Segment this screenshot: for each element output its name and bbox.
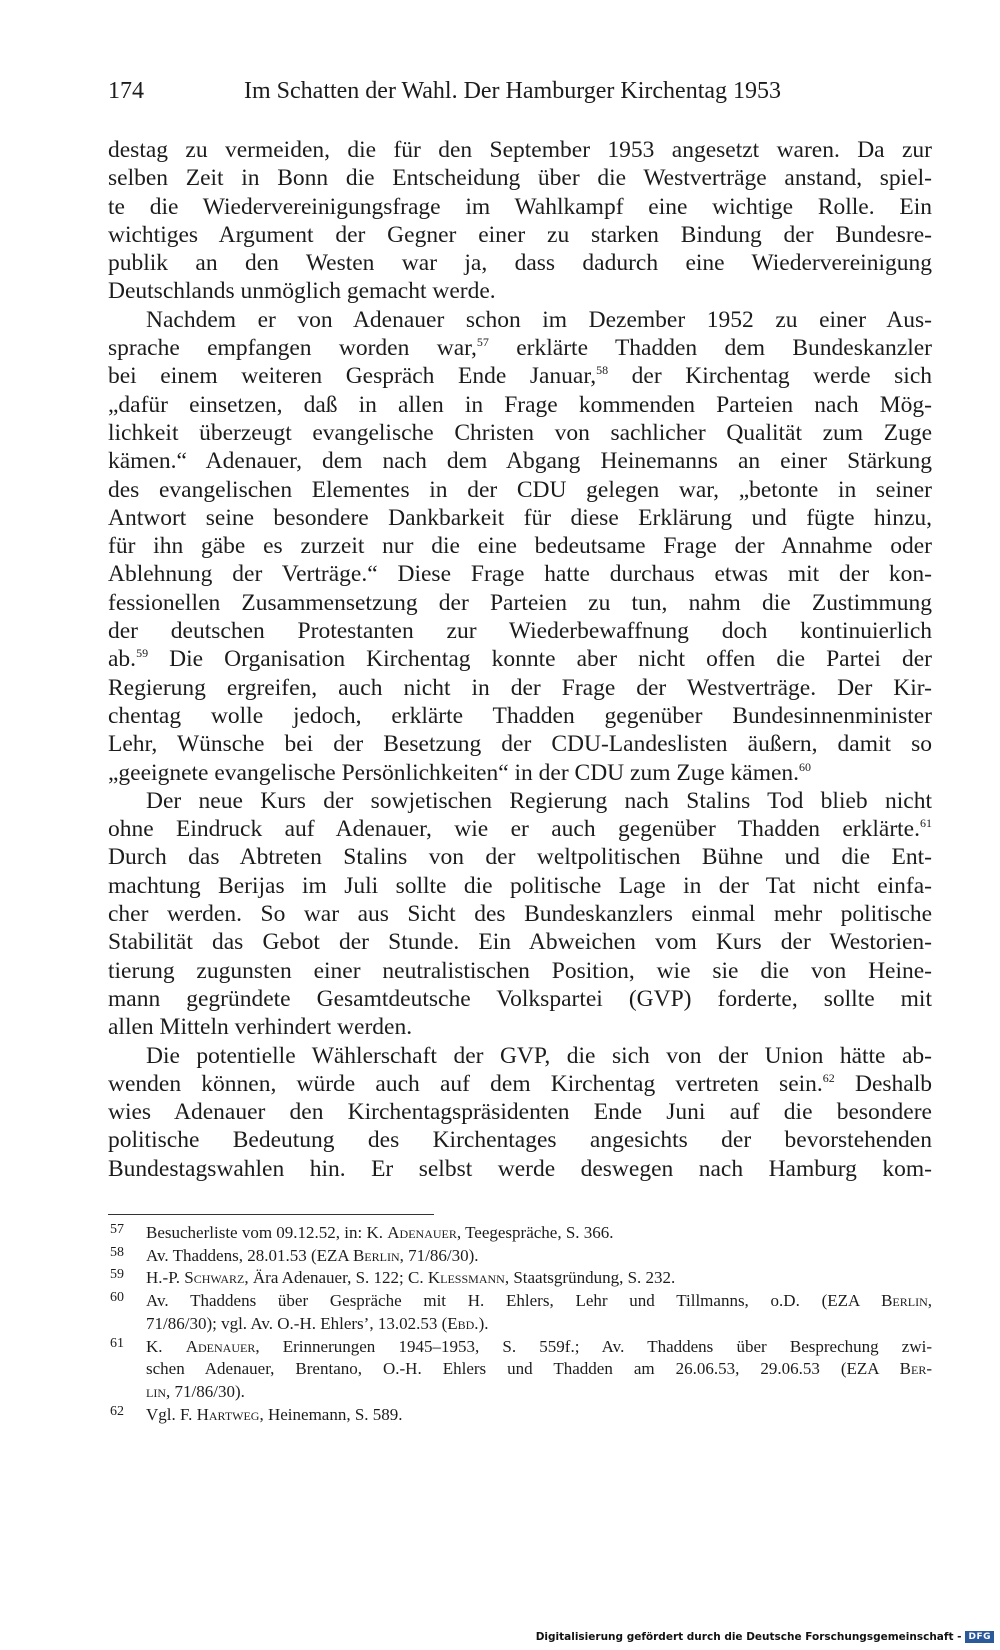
text-run: Besucherliste vom 09.12.52, in: K.: [146, 1223, 388, 1242]
footnote-number: 57: [110, 1222, 124, 1237]
author-name: Klessmann: [427, 1268, 505, 1288]
text-line: [108, 815, 932, 843]
text-run: H.-P.: [146, 1268, 185, 1288]
text-run: wenden können, würde auch auf dem Kirchentag vertreten sein.: [108, 1070, 823, 1097]
text-run: , Erinnerungen 1945–1953, S. 559f.; Av. Thaddens über Besprechung zwi-: [255, 1336, 933, 1356]
text-run: „geeignete evangelische Persönlichkeiten“ in der CDU zum Zuge kämen.: [108, 759, 800, 786]
footnote-ref-57: 57: [476, 335, 489, 350]
dfg-logo: DFG: [965, 1631, 994, 1643]
footnote-number: 61: [110, 1335, 124, 1351]
text-run: ab.: [108, 646, 137, 673]
text-run: bei einem weiteren Gespräch Ende Januar,: [108, 363, 597, 390]
archive-name: Berlin: [352, 1245, 400, 1265]
text-line: tierung zugunsten einer neutralistischen Position, wie sie die von Heine-: [108, 957, 932, 984]
page-number: 174: [108, 78, 144, 104]
text-line: te die Wiedervereinigungsfrage im Wahlkampf eine wichtige Rolle. Ein: [108, 193, 932, 220]
footnote-line: [146, 1290, 932, 1313]
archive-name: lin: [146, 1381, 166, 1401]
text-line: selben Zeit in Bonn die Entscheidung über die Westverträge anstand, spiel-: [108, 165, 932, 192]
text-run: ,: [927, 1291, 932, 1311]
archive-name: Berlin: [881, 1291, 928, 1311]
text-run: , Staatsgründung, S. 232.: [504, 1268, 676, 1288]
text-run: , Ära Adenauer, S. 122; C.: [244, 1268, 428, 1288]
text-line: Durch das Abtreten Stalins von der weltpolitischen Bühne und die Ent-: [108, 844, 932, 871]
text-line: Deutschlands unmöglich gemacht werde.: [108, 278, 496, 305]
text-line: cher werden. So war aus Sicht des Bundeskanzlers einmal mehr politische: [108, 901, 932, 928]
footnote-line: [146, 1313, 932, 1336]
text-run: ohne Eindruck auf Adenauer, wie er auch gegenüber Thadden erklärte.: [108, 816, 920, 843]
footnote-separator: [108, 1214, 434, 1215]
paragraph-2: [108, 306, 932, 787]
text-line: [108, 759, 932, 787]
footnote-line: [146, 1336, 932, 1359]
footnote-line: [146, 1267, 932, 1290]
digitization-banner: [536, 1630, 994, 1644]
text-line: machtung Berijas im Juli sollte die politische Lage in der Tat nicht einfa-: [108, 872, 932, 899]
footnote-number: 59: [110, 1267, 124, 1283]
text-run: Vgl. F.: [146, 1404, 197, 1424]
text-run: , 71/86/30).: [399, 1245, 479, 1265]
text-line: chentag wolle jedoch, erklärte Thadden gegenüber Bundesinnenminister: [108, 702, 932, 729]
text-line: lichkeit überzeugt evangelische Christen von sachlicher Qualität zum Zuge: [108, 419, 932, 446]
text-run: ).: [478, 1313, 489, 1333]
footnote-ref-58: 58: [596, 363, 609, 378]
running-header: [108, 78, 932, 114]
paragraph-3: [108, 787, 932, 1042]
text-line: politische Bedeutung des Kirchentages angesichts der bevorstehenden: [108, 1127, 932, 1154]
banner-text: Digitalisierung gefördert durch die Deutsche Forschungsgemeinschaft -: [535, 1631, 962, 1643]
text-line: Lehr, Wünsche bei der Besetzung der CDU-Landeslisten äußern, damit so: [108, 731, 932, 758]
footnote-number: 60: [110, 1290, 124, 1306]
text-line: Regierung ergreifen, auch nicht in der Frage der Westverträge. Der Kir-: [108, 674, 932, 701]
text-line: Nachdem er von Adenauer schon im Dezember 1952 zu einer Aus-: [146, 306, 932, 333]
author-name: Schwarz: [184, 1268, 245, 1288]
text-line: Antwort seine besondere Dankbarkeit für diese Erklärung und fügte hinzu,: [108, 504, 932, 531]
text-line: [108, 362, 932, 390]
footnote-line: [146, 1222, 932, 1245]
text-run: der Kirchentag werde sich: [608, 363, 933, 390]
ibid-mark: Ebd.: [447, 1313, 479, 1333]
text-line: kämen.“ Adenauer, dem nach dem Abgang Heinemanns an einer Stärkung: [108, 448, 932, 475]
text-run: K.: [146, 1336, 186, 1356]
footnote-59: [108, 1267, 932, 1290]
footnote-57: [108, 1222, 932, 1245]
text-run: Av. Thaddens, 28.01.53 (EZA: [146, 1245, 353, 1265]
text-line: „dafür einsetzen, daß in allen in Frage kommenden Parteien nach Mög-: [108, 391, 932, 418]
archive-name: Ber-: [899, 1359, 932, 1379]
text-run: , 71/86/30).: [166, 1381, 245, 1401]
text-line: allen Mitteln verhindert werden.: [108, 1014, 413, 1041]
text-run: , Teegespräche, S. 366.: [456, 1223, 614, 1242]
paragraph-4: [108, 1042, 932, 1183]
footnote-58: [108, 1245, 932, 1268]
text-line: Ablehnung der Verträge.“ Diese Frage hatte durchaus etwas mit der kon-: [108, 561, 932, 588]
text-line: des evangelischen Elementes in der CDU gelegen war, „betonte in seiner: [108, 476, 932, 503]
text-run: schen Adenauer, Brentano, O.-H. Ehlers und Thadden am 26.06.53, 29.06.53 (EZA: [146, 1359, 900, 1379]
text-line: Der neue Kurs der sowjetischen Regierung nach Stalins Tod blieb nicht: [146, 787, 932, 814]
text-run: 71/86/30); vgl. Av. O.-H. Ehlers’, 13.02.53 (: [146, 1313, 448, 1333]
author-name: Adenauer: [185, 1336, 256, 1356]
footnote-ref-61: 61: [920, 816, 932, 831]
text-run: Av. Thaddens über Gespräche mit H. Ehlers, Lehr und Tillmanns, o.D. (EZA: [146, 1291, 882, 1311]
text-line: Die potentielle Wählerschaft der GVP, die sich von der Union hätte ab-: [146, 1042, 932, 1069]
text-run: Deshalb: [834, 1070, 932, 1097]
text-line: [108, 334, 932, 362]
footnote-ref-60: 60: [799, 759, 812, 774]
footnote-62: [108, 1404, 932, 1427]
text-run: Die Organisation Kirchentag konnte aber nicht offen die Partei der: [148, 646, 932, 673]
footnote-line: [146, 1381, 932, 1404]
footnote-ref-59: 59: [136, 646, 149, 661]
text-line: wies Adenauer den Kirchentagspräsidenten Ende Juni auf die besondere: [108, 1099, 932, 1126]
main-text: [108, 136, 932, 1183]
footnote-number: 62: [110, 1403, 124, 1419]
footnotes: [108, 1222, 932, 1426]
text-run: erklärte Thadden dem Bundeskanzler: [488, 335, 932, 362]
footnote-line: [146, 1404, 932, 1427]
running-title: Im Schatten der Wahl. Der Hamburger Kirchentag 1953: [244, 78, 782, 104]
author-name: Hartweg: [196, 1404, 260, 1424]
text-line: mann gegründete Gesamtdeutsche Volkspartei (GVP) forderte, sollte mit: [108, 985, 932, 1012]
paragraph-1: [108, 136, 932, 306]
text-line: [108, 1070, 932, 1098]
author-name: Adenauer: [387, 1223, 457, 1242]
footnote-ref-62: 62: [822, 1070, 835, 1085]
text-line: fessionellen Zusammensetzung der Parteien zu tun, nahm die Zustimmung: [108, 589, 932, 616]
text-line: Bundestagswahlen hin. Er selbst werde deswegen nach Hamburg kom-: [108, 1155, 932, 1182]
text-line: wichtiges Argument der Gegner einer zu starken Bindung der Bundesre-: [108, 221, 932, 248]
text-line: publik an den Westen war ja, dass dadurch eine Wiedervereinigung: [108, 250, 932, 277]
text-line: [108, 645, 932, 673]
footnote-line: [146, 1245, 932, 1268]
text-line: für ihn gäbe es zurzeit nur die eine bedeutsame Frage der Annahme oder: [108, 533, 932, 560]
text-line: der deutschen Protestanten zur Wiederbewaffnung doch kontinuierlich: [108, 618, 932, 645]
text-line: Stabilität das Gebot der Stunde. Ein Abweichen vom Kurs der Westorien-: [108, 929, 932, 956]
footnote-number: 58: [110, 1244, 124, 1260]
text-line: destag zu vermeiden, die für den September 1953 angesetzt waren. Da zur: [108, 137, 932, 163]
text-run: , Heinemann, S. 589.: [259, 1404, 403, 1424]
footnote-line: [146, 1358, 932, 1381]
text-run: sprache empfangen worden war,: [108, 335, 477, 362]
footnote-61: [108, 1336, 932, 1404]
footnote-60: [108, 1290, 932, 1335]
